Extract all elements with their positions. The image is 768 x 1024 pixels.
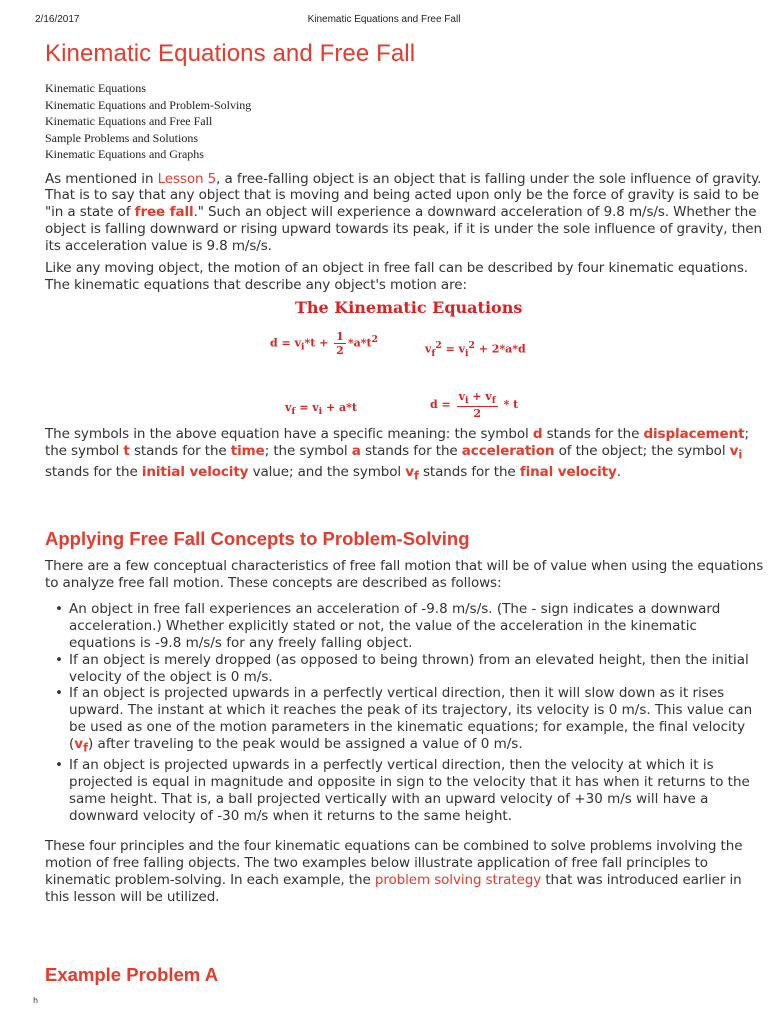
list-item: • If an object is merely dropped (as opposed to being thrown) from an elevated height, then the initial velocity of the object is 0 m/s. (55, 652, 765, 686)
kinematic-intro-paragraph: Like any moving object, the motion of an object in free fall can be described by four kinematic equations. The kinematic equations that describe any object's motion are: (45, 260, 748, 294)
equation-displacement-time: $d = v_i*t$ + $\frac{1}{2}$ $*a*t^2$ (270, 330, 378, 358)
toc-item-problem-solving[interactable]: Kinematic Equations and Problem-Solving (45, 97, 252, 112)
symbols-paragraph: The symbols in the above equation have a specific meaning: the symbol d stands for the displacement; the symbol t stands for the time; the symbol a stands for the acceleration of the object; the symbol $v_i$ stands for the initial velocity value; and the symbol $v_f$ stands for the final velocity. (45, 426, 749, 484)
kinematic-equations-figure (45, 298, 765, 428)
equation-average-velocity: d = $\frac{v_i + v_f}{2}$ * t (430, 390, 519, 421)
print-date: 2/16/2017 (35, 14, 80, 25)
concepts-paragraph: There are a few conceptual characteristics of free fall motion that will be of value when using the equations to analyze free fall motion. These concepts are described as follows: (45, 557, 764, 591)
list-item: • If an object is projected upwards in a perfectly vertical direction, then the velocity at which it is projected is equal in magnitude and opposite in sign to the velocity that it has when it returns to the same height. That is, a ball projected vertically with an upward velocity of +30 m/s will have a downward velocity of -30 m/s when it returns to the same height. (55, 757, 765, 824)
list-item: • An object in free fall experiences an acceleration of -9.8 m/s/s. (The - sign indicates a downward acceleration.) Whether explicitly stated or not, the value of the acceleration in the kinematic equations is -9.8 m/s/s for any freely falling object. (55, 601, 765, 651)
list-item: • If an object is projected upwards in a perfectly vertical direction, then it will slow down as it rises upward. The instant at which it reaches the peak of its trajectory, its velocity is 0 m/s. This value can be used as one of the motion parameters in the kinematic equations; for example, the final velocity $(v_f)$ after traveling to the peak would be assigned a value of 0 m/s. (55, 685, 765, 757)
toc-item-kinematic-equations[interactable]: Kinematic Equations (45, 81, 146, 95)
intro-paragraph: As mentioned in Lesson 5, a free-falling object is an object that is falling under the sole influence of gravity. That is to say that any object that is moving and being acted upon only be the force of gravity is said to be "in a state of free fall." Such an object will experience a downward acceleration of 9.8 m/s/s. Whether the object is falling downward or rising upward towards its peak, if it is under the sole influence of gravity, then its acceleration value is 9.8 m/s/s. (45, 170, 762, 254)
section-heading-example-a: Example Problem A (45, 963, 219, 985)
problem-solving-strategy-link[interactable]: problem solving strategy (374, 872, 542, 889)
toc-item-graphs[interactable]: Kinematic Equations and Graphs (45, 147, 204, 161)
toc-item-sample-problems[interactable]: Sample Problems and Solutions (45, 130, 198, 145)
equation-velocity-squared: $v_f^2 = v_i^2 + 2*a*d$ (425, 340, 526, 359)
footer-mark: h (33, 996, 39, 1005)
free-fall-concepts-list (55, 601, 765, 824)
print-title: Kinematic Equations and Free Fall (307, 14, 461, 25)
equations-title: The Kinematic Equations (295, 298, 523, 318)
principles-paragraph: These four principles and the four kinematic equations can be combined to solve problems involving the motion of free falling objects. The two examples below illustrate application of free fall principles to kinematic problem-solving. In each example, the problem solving strategy that was introduced earlier in this lesson will be utilized. (45, 838, 743, 905)
free-fall-term: free fall (134, 204, 194, 221)
lesson5-link[interactable]: Lesson 5 (157, 170, 217, 187)
toc-item-free-fall[interactable]: Kinematic Equations and Free Fall (45, 114, 213, 128)
equation-velocity-time: $v_f = v_i + a*t$ (285, 401, 357, 418)
section-heading-problem-solving: Applying Free Fall Concepts to Problem-Solving (45, 527, 470, 549)
page-title: Kinematic Equations and Free Fall (45, 40, 416, 67)
article (45, 40, 765, 986)
table-of-contents (45, 80, 765, 163)
